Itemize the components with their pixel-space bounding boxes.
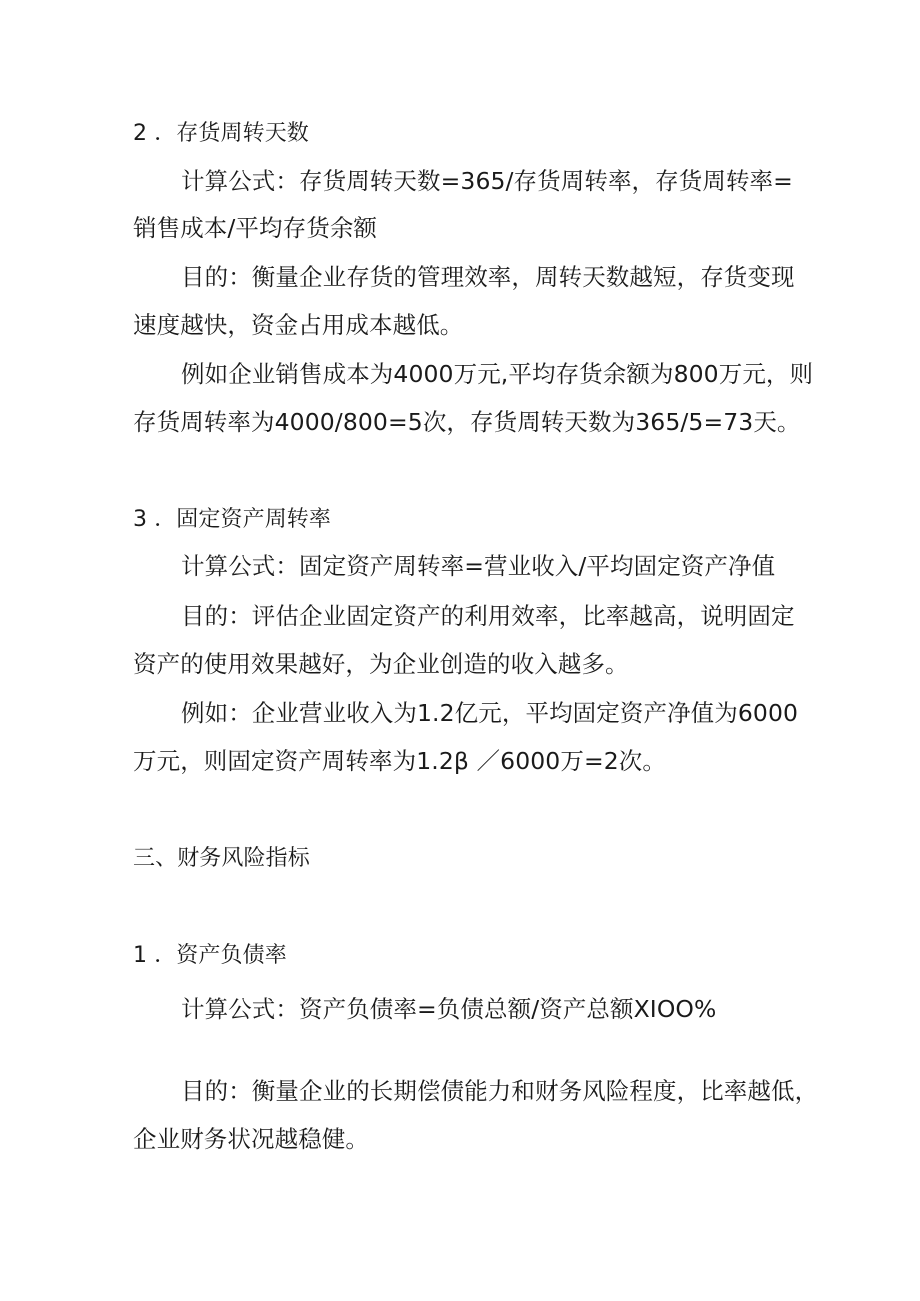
section-heading: 3 ．固定资产周转率	[133, 507, 331, 532]
chapter-heading: 三、财务风险指标	[133, 846, 310, 871]
example-text: 万元，则固定资产周转率为1.2β ／6000万=2次。	[133, 747, 666, 775]
formula-text: 计算公式：资产负债率=负债总额/资产总额XIOO%	[181, 995, 717, 1023]
formula-text: 计算公式：固定资产周转率=营业收入/平均固定资产净值	[181, 552, 776, 580]
purpose-text: 资产的使用效果越好，为企业创造的收入越多。	[133, 650, 629, 678]
section-heading: 2 ．存货周转天数	[133, 121, 309, 146]
purpose-text: 速度越快，资金占用成本越低。	[133, 311, 464, 339]
purpose-text: 目的：衡量企业的长期偿债能力和财务风险程度，比率越低，	[181, 1077, 819, 1105]
purpose-text: 目的：评估企业固定资产的利用效率，比率越高，说明固定	[181, 602, 795, 630]
purpose-text: 目的：衡量企业存货的管理效率，周转天数越短，存货变现	[181, 263, 795, 291]
purpose-text: 企业财务状况越稳健。	[133, 1125, 369, 1153]
example-text: 存货周转率为4000/800=5次，存货周转天数为365/5=73天。	[133, 408, 801, 436]
formula-text: 计算公式：存货周转天数=365/存货周转率，存货周转率=	[181, 167, 793, 195]
section-heading: 1 ．资产负债率	[133, 943, 287, 968]
example-text: 例如：企业营业收入为1.2亿元，平均固定资产净值为6000	[181, 699, 799, 727]
formula-text: 销售成本/平均存货余额	[133, 214, 378, 242]
example-text: 例如企业销售成本为4000万元,平均存货余额为800万元，则	[181, 360, 814, 388]
